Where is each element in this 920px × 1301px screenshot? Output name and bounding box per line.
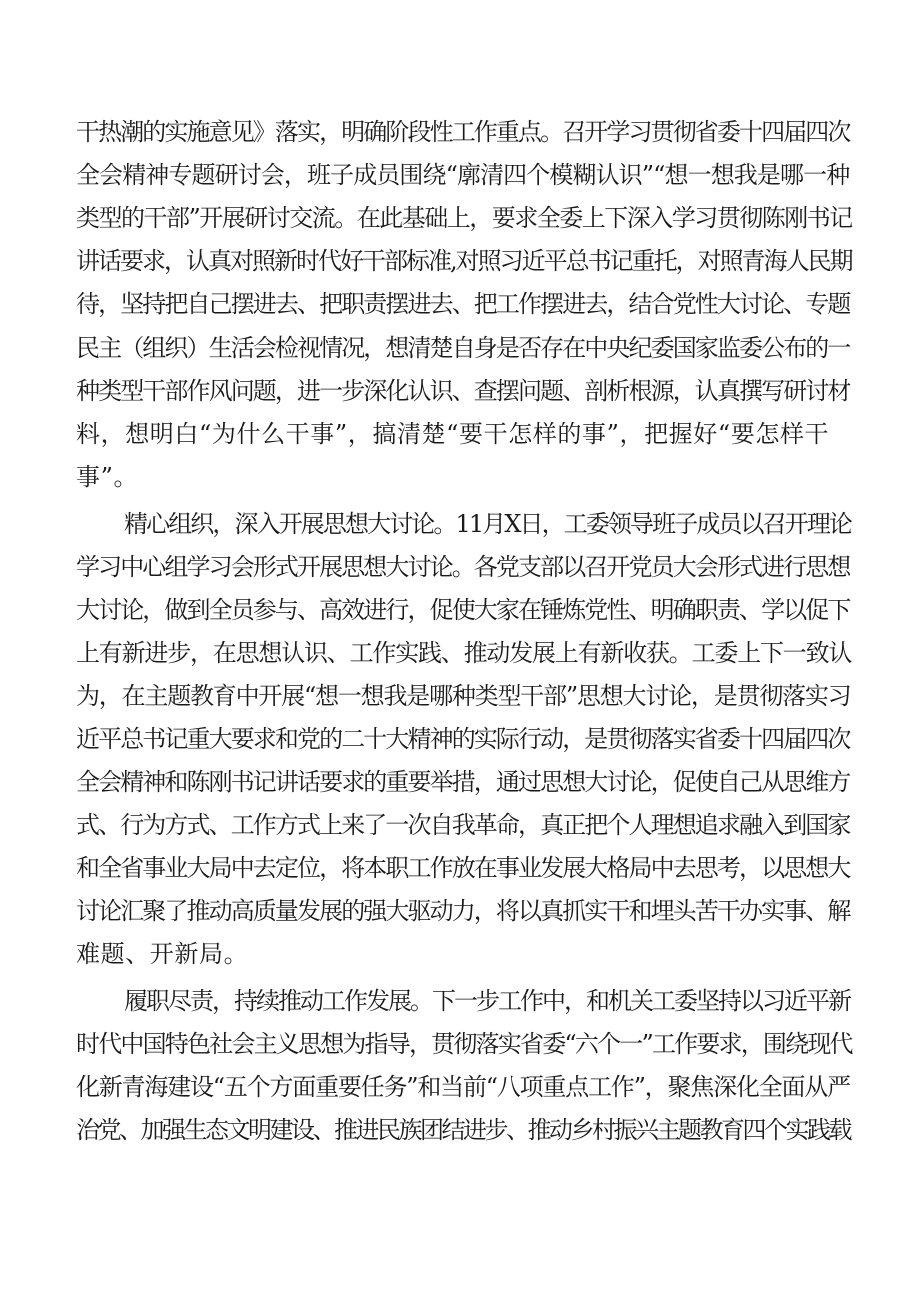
text-line: 式、行为方式、工作方式上来了一次自我革命，真正把个人理想追求融入到国家	[76, 811, 850, 839]
text-line: 大讨论，做到全员参与、高效进行，促使大家在锤炼党性、明确职责、学以促下	[76, 596, 850, 624]
text-line: 民主（组织）生活会检视情况，想清楚自身是否存在中央纪委国家监委公布的一	[76, 334, 850, 362]
text-line: 学习中心组学习会形式开展思想大讨论。各党支部以召开党员大会形式进行思想	[76, 553, 850, 581]
text-line: 时代中国特色社会主义思想为指导，贯彻落实省委“六个一”工作要求，围绕现代	[76, 1030, 852, 1058]
text-line: 难题、开新局。	[76, 940, 249, 968]
text-line: 化新青海建设“五个方面重要任务”和当前“八项重点工作”，聚焦深化全面从严	[76, 1073, 850, 1101]
text-line: 为，在主题教育中开展“想一想我是哪种类型干部”思想大讨论，是贯彻落实习	[76, 682, 851, 710]
text-line: 上有新进步，在思想认识、工作实践、推动发展上有新收获。工委上下一致认	[76, 639, 852, 667]
text-line: 讨论汇聚了推动高质量发展的强大驱动力，将以真抓实干和埋头苦干办实事、解	[76, 897, 850, 925]
text-line: 事”。	[76, 463, 139, 491]
text-line: 种类型干部作风问题，进一步深化认识、查摆问题、剖析根源，认真撰写研讨材	[76, 377, 850, 405]
text-line: 待，坚持把自己摆进去、把职责摆进去、把工作摆进去，结合党性大讨论、专题	[76, 290, 850, 318]
text-line: 料，想明白“为什么干事”，搞清楚“要干怎样的事”，把握好“要怎样干	[76, 420, 830, 448]
text-line: 精心组织，深入开展思想大讨论。11月X日，工委领导班子成员以召开理论	[124, 510, 852, 538]
text-line: 全会精神专题研讨会，班子成员围绕“廓清四个模糊认识”“想一想我是哪一种	[76, 161, 850, 189]
text-line: 履职尽责，持续推动工作发展。下一步工作中，和机关工委坚持以习近平新	[124, 987, 850, 1015]
text-line: 讲话要求，认真对照新时代好干部标准,对照习近平总书记重托，对照青海人民期	[76, 247, 852, 275]
text-line: 和全省事业大局中去定位，将本职工作放在事业发展大格局中去思考，以思想大	[76, 854, 850, 882]
text-line: 全会精神和陈刚书记讲话要求的重要举措，通过思想大讨论，促使自己从思维方	[76, 768, 850, 796]
text-line: 干热潮的实施意见》落实，明确阶段性工作重点。召开学习贯彻省委十四届四次	[76, 118, 850, 146]
text-line: 治党、加强生态文明建设、推进民族团结进步、推动乡村振兴主题教育四个实践载	[76, 1116, 850, 1144]
text-line: 类型的干部”开展研讨交流。在此基础上，要求全委上下深入学习贯彻陈刚书记	[76, 204, 852, 232]
text-line: 近平总书记重大要求和党的二十大精神的实际行动，是贯彻落实省委十四届四次	[76, 725, 850, 753]
